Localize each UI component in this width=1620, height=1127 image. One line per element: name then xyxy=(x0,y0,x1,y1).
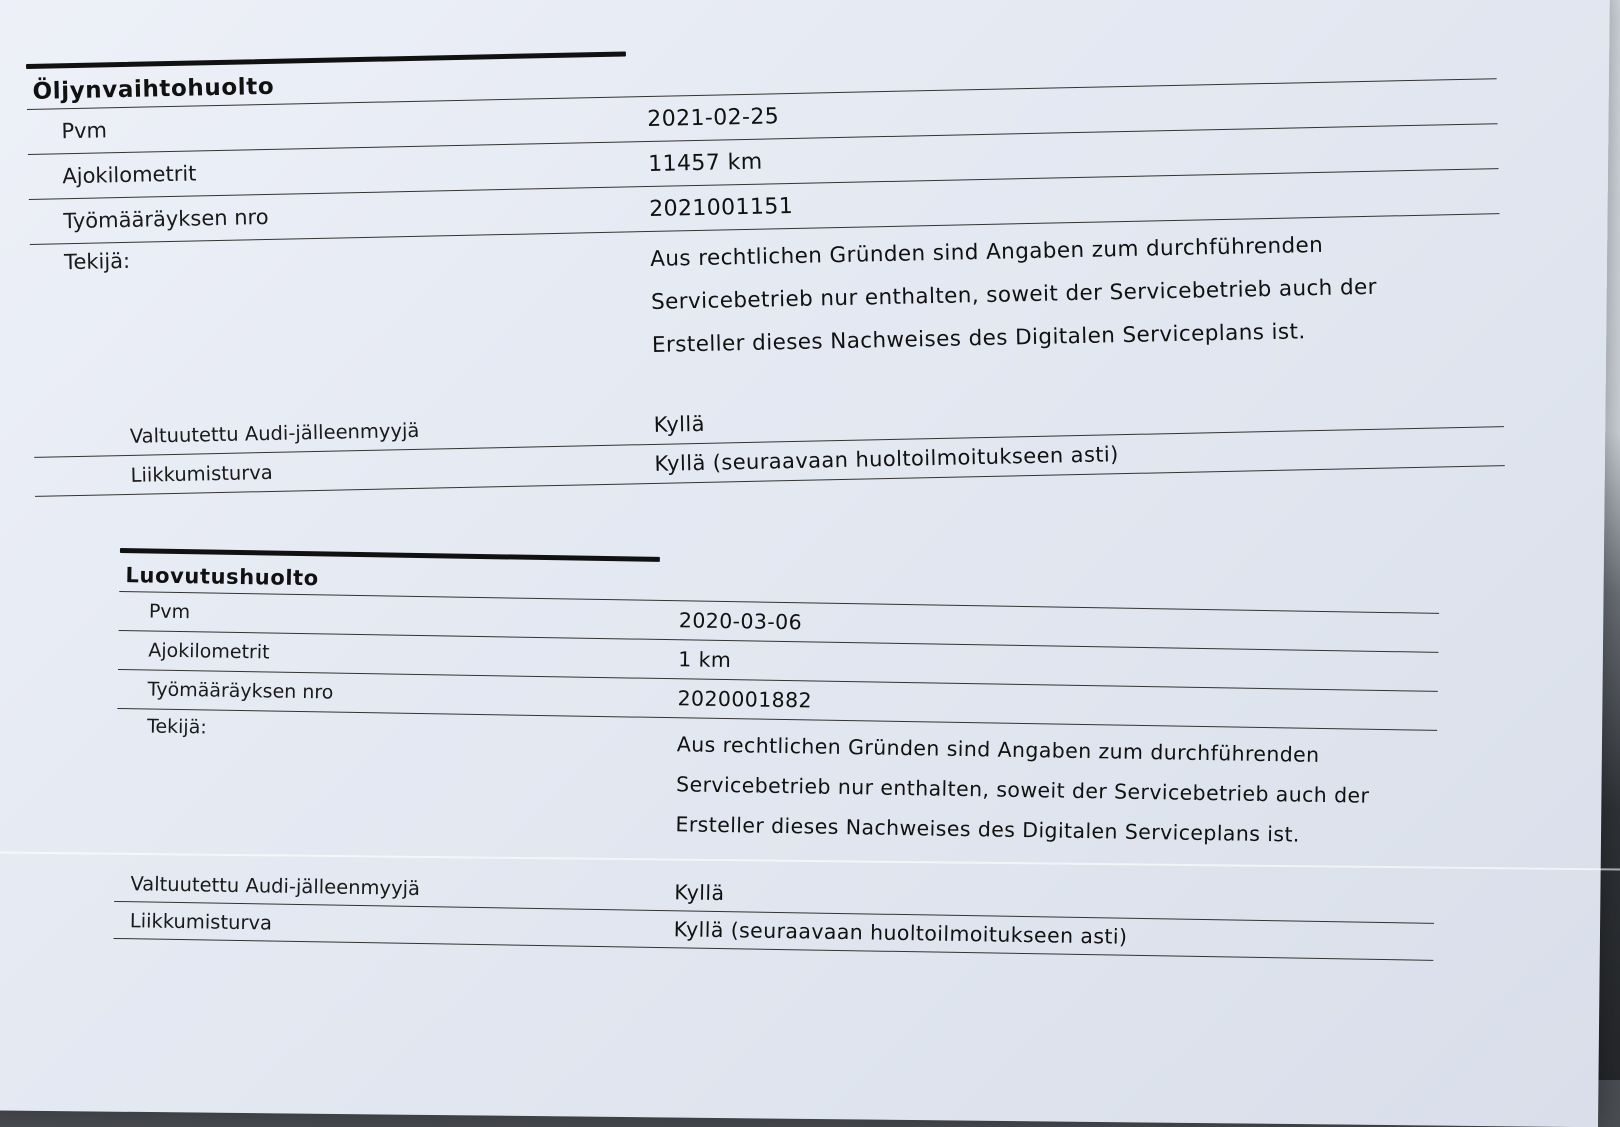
row-label: Valtuutettu Audi-jälleenmyyjä xyxy=(129,418,420,448)
row-value: 2020-03-06 xyxy=(678,608,803,635)
row-value: 11457 km xyxy=(647,149,763,177)
row-label: Pvm xyxy=(148,600,191,624)
row-label: Pvm xyxy=(61,118,108,144)
row-label: Tekijä: xyxy=(63,248,131,275)
row-label: Työmääräyksen nro xyxy=(63,204,269,234)
service-section-oil-change xyxy=(26,33,1505,497)
row-label: Työmääräyksen nro xyxy=(147,678,334,704)
row-value: Kyllä (seuraavaan huoltoilmoitukseen asti) xyxy=(654,442,1119,476)
row-label: Liikkumisturva xyxy=(129,908,273,935)
row-label: Liikkumisturva xyxy=(130,460,273,487)
row-label: Ajokilometrit xyxy=(148,639,270,664)
section-title: Luovutushuolto xyxy=(119,553,1439,614)
legal-note-line: Servicebetrieb nur enthalten, soweit der Servicebetrieb auch der xyxy=(650,274,1378,315)
row-value: Kyllä xyxy=(674,880,725,906)
row-value: Kyllä xyxy=(653,411,706,437)
legal-note-line: Aus rechtlichen Gründen sind Angaben zum durchführenden xyxy=(649,232,1324,272)
row-value-multiline xyxy=(675,724,1437,857)
row-label: Valtuutettu Audi-jälleenmyyjä xyxy=(130,871,421,900)
row-label: Tekijä: xyxy=(146,715,207,739)
legal-note-line: Ersteller dieses Nachweises des Digitalen Serviceplans ist. xyxy=(675,812,1300,847)
row-maker xyxy=(30,214,1503,401)
row-value: 2020001882 xyxy=(677,686,813,713)
section-title: Öljynvaihtohuolto xyxy=(26,38,1497,110)
row-value: 2021-02-25 xyxy=(647,103,780,132)
row-value: Kyllä (seuraavaan huoltoilmoitukseen asti) xyxy=(673,917,1128,949)
legal-note-line: Ersteller dieses Nachweises des Digitalen Serviceplans ist. xyxy=(651,319,1306,358)
service-section-delivery xyxy=(114,548,1440,961)
row-value: 1 km xyxy=(678,647,732,673)
row-value-multiline xyxy=(650,220,1503,367)
row-label: Ajokilometrit xyxy=(62,161,197,189)
legal-note-line: Servicebetrieb nur enthalten, soweit der Servicebetrieb auch der xyxy=(675,772,1370,808)
legal-note-line: Aus rechtlichen Gründen sind Angaben zum durchführenden xyxy=(676,732,1320,767)
row-value: 2021001151 xyxy=(648,193,794,222)
